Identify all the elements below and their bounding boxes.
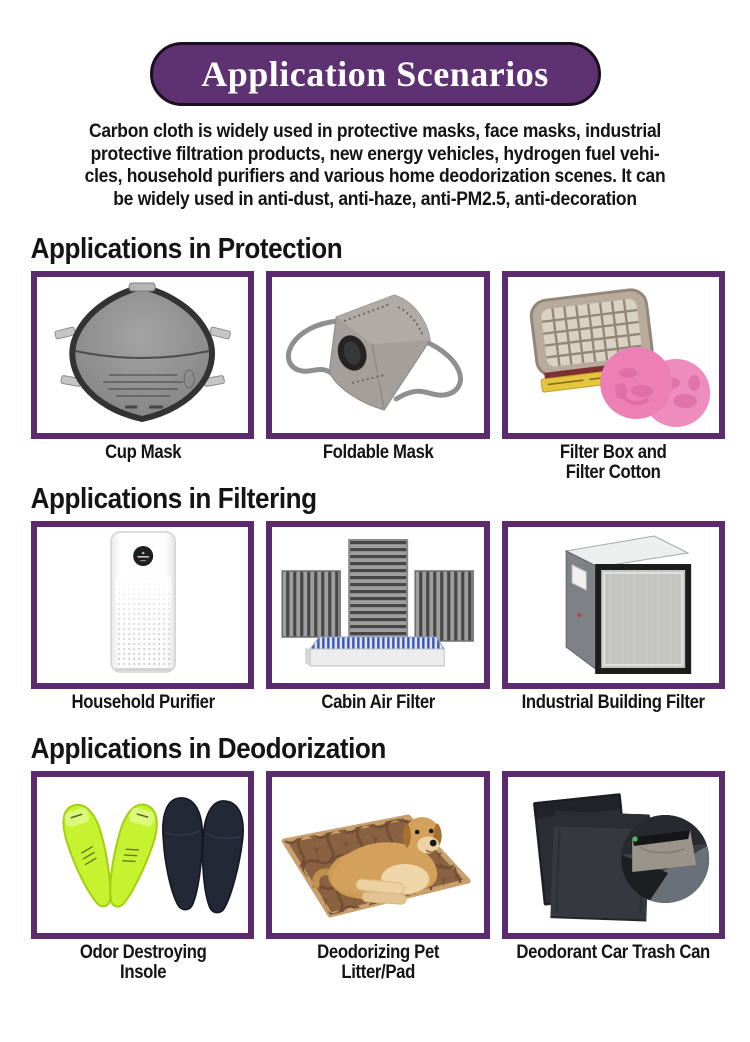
page-title: Application Scenarios: [201, 54, 549, 94]
household-purifier-icon: [37, 527, 248, 683]
odor-destroying-insole-icon: [37, 777, 248, 933]
card-deodorizing-pet-pad: [266, 771, 489, 983]
card-household-purifier: [31, 521, 254, 733]
card-industrial-building-filter: [502, 521, 725, 733]
product-image-frame: [502, 271, 725, 439]
card-odor-destroying-insole: [31, 771, 254, 983]
deodorizing-pet-pad-icon: [272, 777, 483, 933]
item-caption: Cabin Air Filter: [321, 692, 435, 713]
intro-line: Carbon cloth is widely used in protective masks, face masks, industrial: [88, 121, 662, 142]
section-protection: [0, 233, 750, 483]
intro-line: cles, household purifiers and various home deodorization scenes. It can: [84, 166, 666, 187]
item-caption: Deodorant Car Trash Can: [516, 942, 711, 963]
cup-mask-icon: [37, 277, 248, 433]
card-foldable-mask: [266, 271, 489, 483]
section-filtering: [0, 483, 750, 733]
product-image-frame: [266, 771, 489, 939]
car-trash-can-icon: [508, 777, 719, 933]
section-title: Applications in Protection: [30, 233, 343, 265]
product-image-frame: [31, 771, 254, 939]
item-caption: Industrial Building Filter: [521, 692, 705, 713]
foldable-mask-icon: [272, 277, 483, 433]
cabin-air-filter-icon: [272, 527, 483, 683]
product-image-frame: [31, 271, 254, 439]
item-caption: Household Purifier: [71, 692, 215, 713]
product-image-frame: [502, 521, 725, 689]
page: [0, 42, 750, 1042]
card-cup-mask: [31, 271, 254, 483]
product-image-frame: [502, 771, 725, 939]
card-car-trash-can: [502, 771, 725, 983]
product-image-frame: [266, 521, 489, 689]
section-title: Applications in Filtering: [30, 483, 317, 515]
intro-line: protective filtration products, new energy vehicles, hydrogen fuel vehi-: [90, 143, 660, 165]
card-filter-box: [502, 271, 725, 483]
item-caption: Odor Destroying Insole: [79, 942, 206, 983]
industrial-building-filter-icon: [508, 527, 719, 683]
card-row: [0, 521, 750, 733]
intro-line: be widely used in anti-dust, anti-haze, anti-PM2.5, anti-decoration: [113, 188, 637, 210]
item-caption: Foldable Mask: [322, 442, 434, 463]
item-caption: Deodorizing Pet Litter/Pad: [317, 942, 439, 983]
item-caption: Filter Box and Filter Cotton: [560, 442, 667, 483]
product-image-frame: [266, 271, 489, 439]
section-title: Applications in Deodorization: [30, 733, 386, 765]
section-deodorization: [0, 733, 750, 983]
card-cabin-air-filter: [266, 521, 489, 733]
card-row: [0, 271, 750, 483]
title-banner: [150, 42, 601, 106]
filter-box-icon: [508, 277, 719, 433]
item-caption: Cup Mask: [104, 442, 181, 463]
card-row: [0, 771, 750, 983]
intro-paragraph: [0, 121, 750, 211]
product-image-frame: [31, 521, 254, 689]
